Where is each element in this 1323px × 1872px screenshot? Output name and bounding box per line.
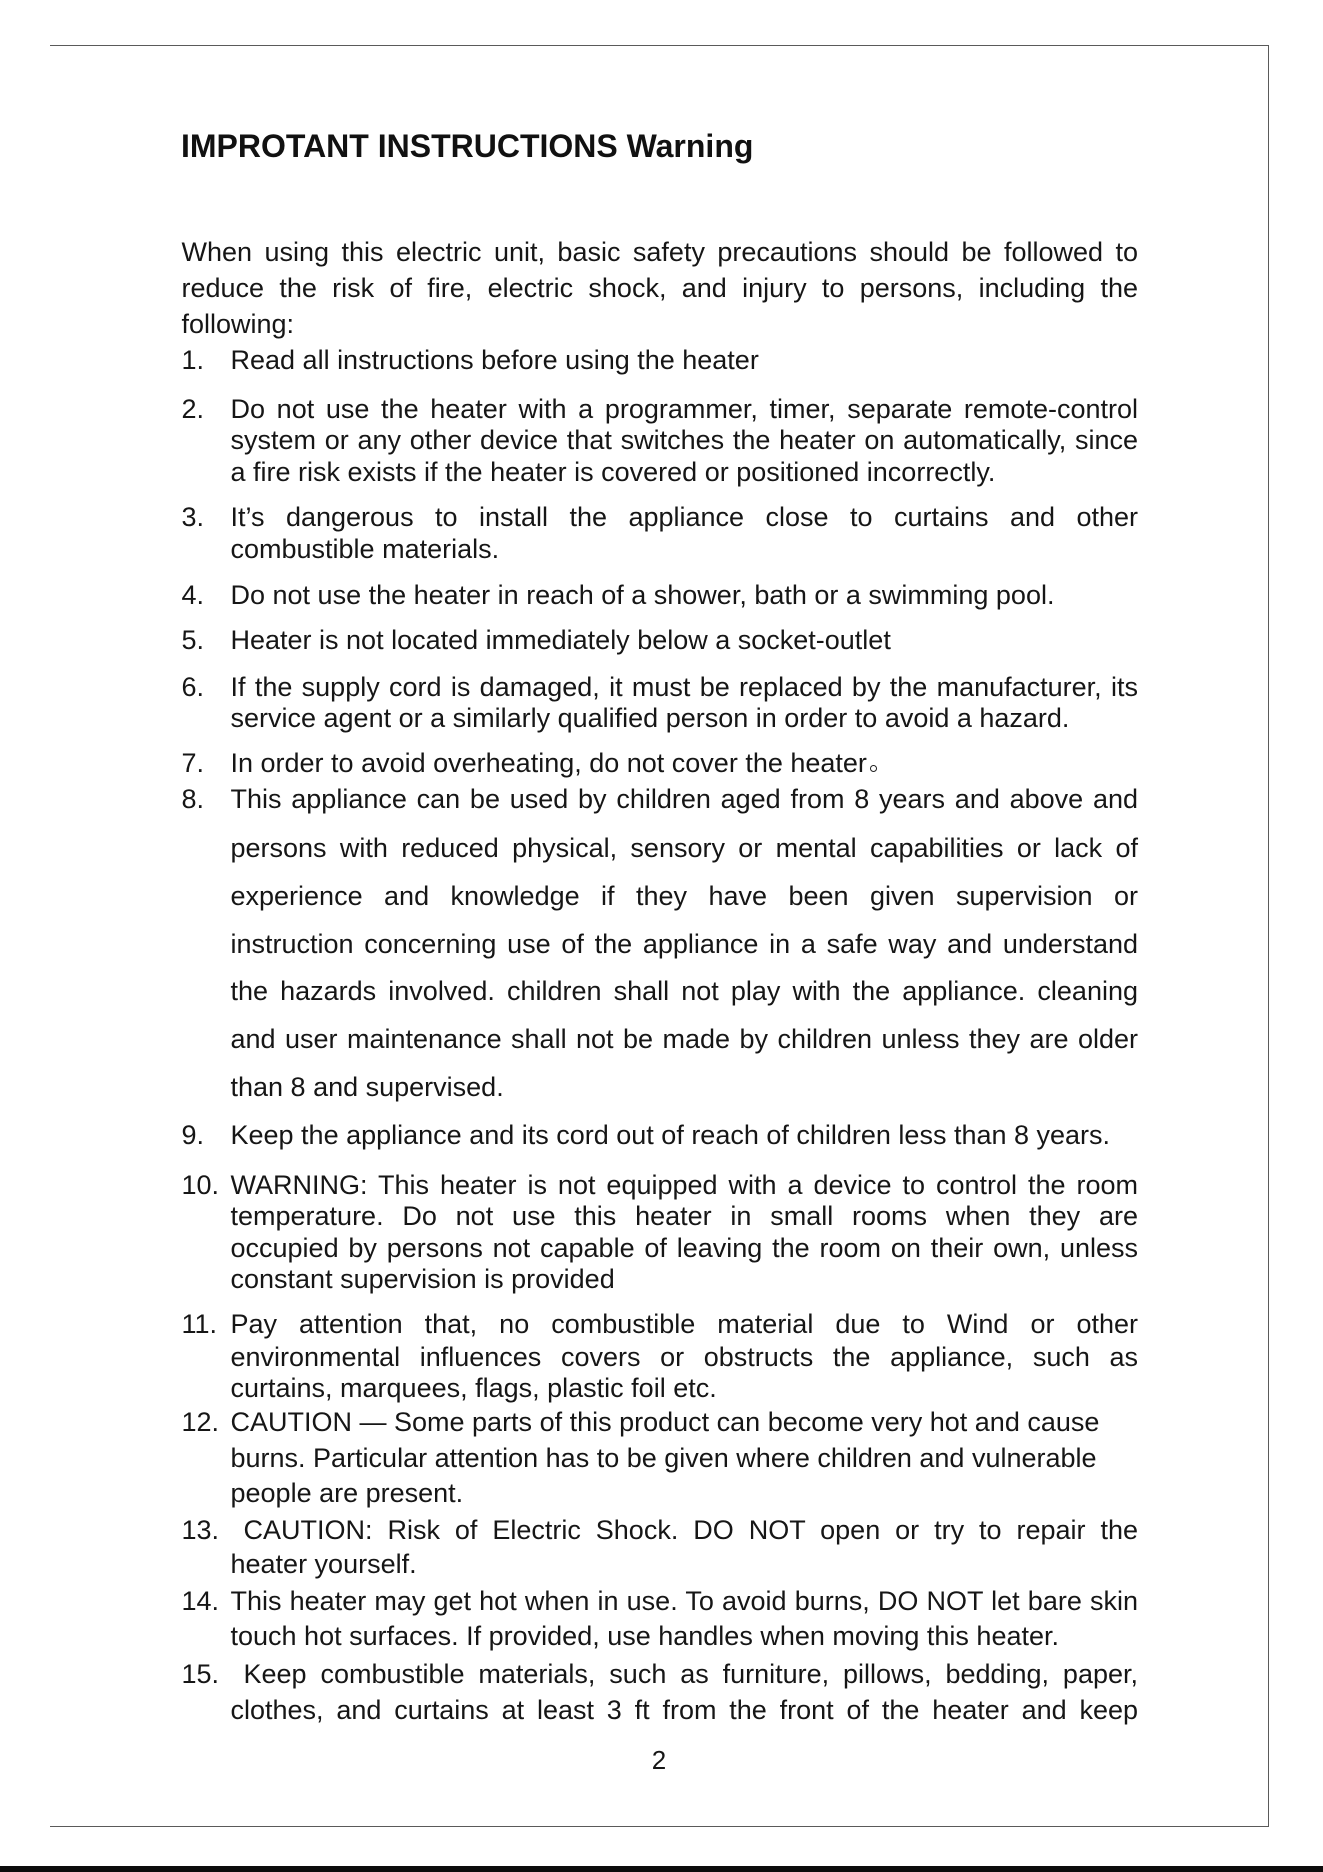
item-line: WARNING: This heater is not equipped with a device to control the room — [230, 1169, 1138, 1200]
item-line: Pay attention that, no combustible material due to Wind or other — [230, 1309, 1138, 1340]
item-number: 5. — [181, 625, 205, 656]
item-line: occupied by persons not capable of leaving the room on their own, unless — [230, 1232, 1138, 1263]
item-number: 7. — [181, 748, 205, 779]
item-line: instruction concerning use of the appliance in a safe way and understand — [230, 928, 1138, 959]
item-line: people are present. — [230, 1477, 464, 1508]
item-number: 2. — [181, 393, 205, 424]
frame-right-rule — [1268, 45, 1269, 1827]
item-number: 4. — [181, 579, 205, 610]
intro-line: When using this electric unit, basic safety precautions should be followed to — [181, 237, 1138, 268]
item-line: and user maintenance shall not be made by children unless they are older — [230, 1024, 1138, 1054]
item-number: 9. — [181, 1119, 205, 1150]
ideographic-full-stop — [867, 751, 882, 778]
item-number: 11. — [181, 1309, 218, 1340]
item-line: Read all instructions before using the heater — [230, 344, 759, 375]
item-line: heater yourself. — [230, 1549, 417, 1580]
item-line: combustible materials. — [230, 534, 500, 565]
item-number: 1. — [181, 344, 205, 375]
item-number: 12. — [181, 1407, 220, 1438]
item-number: 8. — [181, 784, 205, 814]
frame-top-rule — [50, 45, 1269, 46]
item-line: service agent or a similarly qualified person in order to avoid a hazard. — [230, 702, 1070, 733]
intro-line: reduce the risk of fire, electric shock, and injury to persons, including the — [181, 273, 1138, 303]
item-line: Keep combustible materials, such as furniture, pillows, bedding, paper, — [243, 1659, 1138, 1690]
item-line: the hazards involved. children shall not play with the appliance. cleaning — [230, 976, 1138, 1007]
item-line: constant supervision is provided — [230, 1264, 615, 1294]
item-line: CAUTION: Risk of Electric Shock. DO NOT open or try to repair the — [243, 1514, 1138, 1545]
item-line: touch hot surfaces. If provided, use handles when moving this heater. — [230, 1621, 1059, 1651]
item-line: Do not use the heater in reach of a shower, bath or a swimming pool. — [230, 579, 1055, 610]
item-line: system or any other device that switches the heater on automatically, since — [230, 424, 1138, 455]
frame-bottom-rule — [50, 1826, 1269, 1827]
item-line: experience and knowledge if they have been given supervision or — [230, 880, 1138, 911]
item-line: Heater is not located immediately below a socket-outlet — [230, 625, 891, 656]
item-line: environmental influences covers or obstructs the appliance, such as — [230, 1341, 1138, 1372]
intro-line: following: — [181, 308, 295, 339]
item-line: burns. Particular attention has to be given where children and vulnerable — [230, 1443, 1097, 1474]
item-line: clothes, and curtains at least 3 ft from the front of the heater and keep — [230, 1695, 1138, 1725]
item-line: If the supply cord is damaged, it must be replaced by the manufacturer, its — [230, 671, 1138, 702]
item-line: In order to avoid overheating, do not cover the heater — [231, 747, 882, 779]
item-number: 15. — [181, 1659, 220, 1690]
item-number: 14. — [181, 1586, 220, 1617]
item-number: 10. — [181, 1169, 220, 1200]
item-line: Do not use the heater with a programmer, timer, separate remote-control — [230, 393, 1138, 424]
page-number: 2 — [651, 1745, 667, 1775]
item-line: CAUTION — Some parts of this product can become very hot and cause — [230, 1407, 1100, 1438]
item-line: persons with reduced physical, sensory or mental capabilities or lack of — [230, 832, 1138, 863]
item-number: 3. — [181, 502, 205, 533]
item-line: This heater may get hot when in use. To avoid burns, DO NOT let bare skin — [230, 1586, 1138, 1617]
item-line: curtains, marquees, flags, plastic foil etc. — [230, 1372, 717, 1403]
item-line: It’s dangerous to install the appliance close to curtains and other — [230, 502, 1138, 533]
scan-edge — [0, 1866, 1323, 1872]
item-line: a fire risk exists if the heater is covered or positioned incorrectly. — [230, 456, 996, 487]
item-line: This appliance can be used by children aged from 8 years and above and — [230, 784, 1138, 814]
item-number: 13. — [181, 1514, 220, 1545]
item-line: than 8 and supervised. — [230, 1071, 504, 1102]
item-line: Keep the appliance and its cord out of reach of children less than 8 years. — [230, 1119, 1111, 1150]
item-number: 6. — [181, 671, 205, 702]
item-line: temperature. Do not use this heater in small rooms when they are — [230, 1200, 1138, 1231]
page-heading: IMPROTANT INSTRUCTIONS Warning — [181, 128, 754, 164]
